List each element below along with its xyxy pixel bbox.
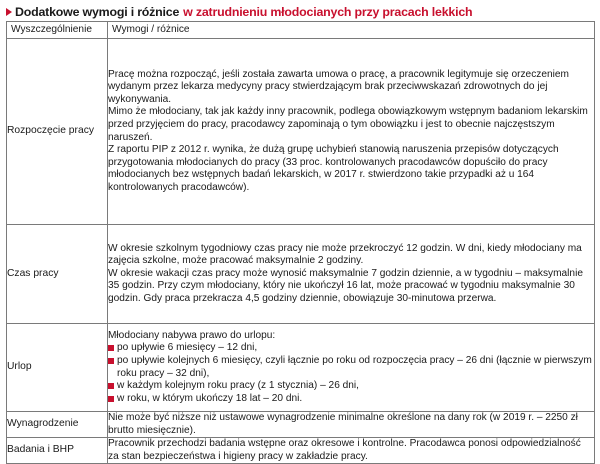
list-item-text: w każdym kolejnym roku pracy (z 1 stycznia) – 26 dni,: [117, 380, 359, 392]
list-item: [108, 355, 594, 380]
title-bold-text: Dodatkowe wymogi i różnice: [15, 5, 180, 19]
table-header-row: [7, 22, 595, 39]
row-paragraph: Pracownik przechodzi badania wstępne oraz okresowe i kontrolne. Pracodawca ponosi odpowiedzialność za stan bezpieczeństwa i higieny pracy w zakładzie pracy.: [108, 438, 581, 462]
list-item: [108, 380, 594, 393]
row-paragraph: Z raportu PIP z 2012 r. wynika, że dużą grupę uchybień stanowią naruszenia przepisów dotyczących przygotowania młodocianych do pracy (33 proc. kontrolowanych pracodawców dopuściło do pracy młodocianych bez wstępnych badań lekarskich, w 2017 r. stwierdzono takie przypadki aż u 164 kontrolowanych pracodawców).: [108, 144, 559, 193]
row-label: Czas pracy: [7, 225, 108, 324]
row-content: [108, 412, 595, 438]
column-header-label: Wyszczególnienie: [7, 22, 108, 39]
red-square-bullet-icon: [108, 345, 114, 351]
row-paragraph: W okresie wakacji czas pracy może wynosić maksymalnie 7 godzin dziennie, a w tygodniu – maksymalnie 35 godzin. Przy czym młodociany, który nie ukończył 16 lat, może pracować w tygodniu maksymalnie 30 godzin. Gdy praca przekracza 4,5 godziny dziennie, obowiązuje 30-minutowa przerwa.: [108, 267, 583, 304]
row-paragraph: W okresie szkolnym tygodniowy czas pracy nie może przekroczyć 12 godzin. W dni, kiedy młodociany ma zajęcia szkolne, może pracować maksymalnie 2 godziny.: [108, 242, 582, 267]
row-label: Rozpoczęcie pracy: [7, 39, 108, 225]
row-label: Urlop: [7, 324, 108, 412]
column-header-requirements: Wymogi / różnice: [108, 22, 595, 39]
list-item: [108, 393, 594, 406]
table-row-salary: [7, 412, 595, 438]
document-title: [6, 4, 594, 21]
row-paragraph: Pracę można rozpocząć, jeśli została zawarta umowa o pracę, a pracownik legitymuje się orzeczeniem wydanym przez lekarza medycyny pracy stwierdzającym brak przeciwwskazań zdrowotnych do jej wykonywania.: [108, 68, 569, 105]
table-row-start-of-work: [7, 39, 595, 225]
row-label: Wynagrodzenie: [7, 412, 108, 438]
row-paragraph: Mimo że młodociany, tak jak każdy inny pracownik, podlega obowiązkowym wstępnym badaniom lekarskim przed przyjęciem do pracy, pracodawcy zapominają o tym obowiązku i jest to obecnie najczęstszym naruszeń.: [108, 106, 588, 143]
table-header: [7, 22, 595, 39]
row-content: [108, 39, 595, 225]
red-arrow-icon: [6, 8, 12, 16]
row-content: [108, 225, 595, 324]
red-square-bullet-icon: [108, 383, 114, 389]
list-item-text: po upływie 6 miesięcy – 12 dni,: [117, 342, 258, 354]
list-item-text: w roku, w którym ukończy 18 lat – 20 dni.: [117, 392, 303, 404]
red-square-bullet-icon: [108, 358, 114, 364]
row-content: [108, 438, 595, 464]
table-row-health-safety: [7, 438, 595, 464]
row-intro: Młodociany nabywa prawo do urlopu:: [108, 329, 276, 341]
requirements-table: [6, 21, 595, 464]
title-accent-text: w zatrudnieniu młodocianych przy pracach lekkich: [183, 5, 473, 19]
list-item-text: po upływie kolejnych 6 miesięcy, czyli łącznie po roku od rozpoczęcia pracy – 26 dni (łącznie w pierwszym roku pracy – 32 dni),: [117, 354, 592, 379]
table-row-leave: [7, 324, 595, 412]
red-square-bullet-icon: [108, 396, 114, 402]
row-paragraph: Nie może być niższe niż ustawowe wynagrodzenie minimalne określone na dany rok (w 2019 r. – 2250 zł brutto miesięcznie).: [108, 412, 578, 436]
row-content: [108, 324, 595, 412]
table-row-working-time: [7, 225, 595, 324]
row-label: Badania i BHP: [7, 438, 108, 464]
list-item: [108, 342, 594, 355]
